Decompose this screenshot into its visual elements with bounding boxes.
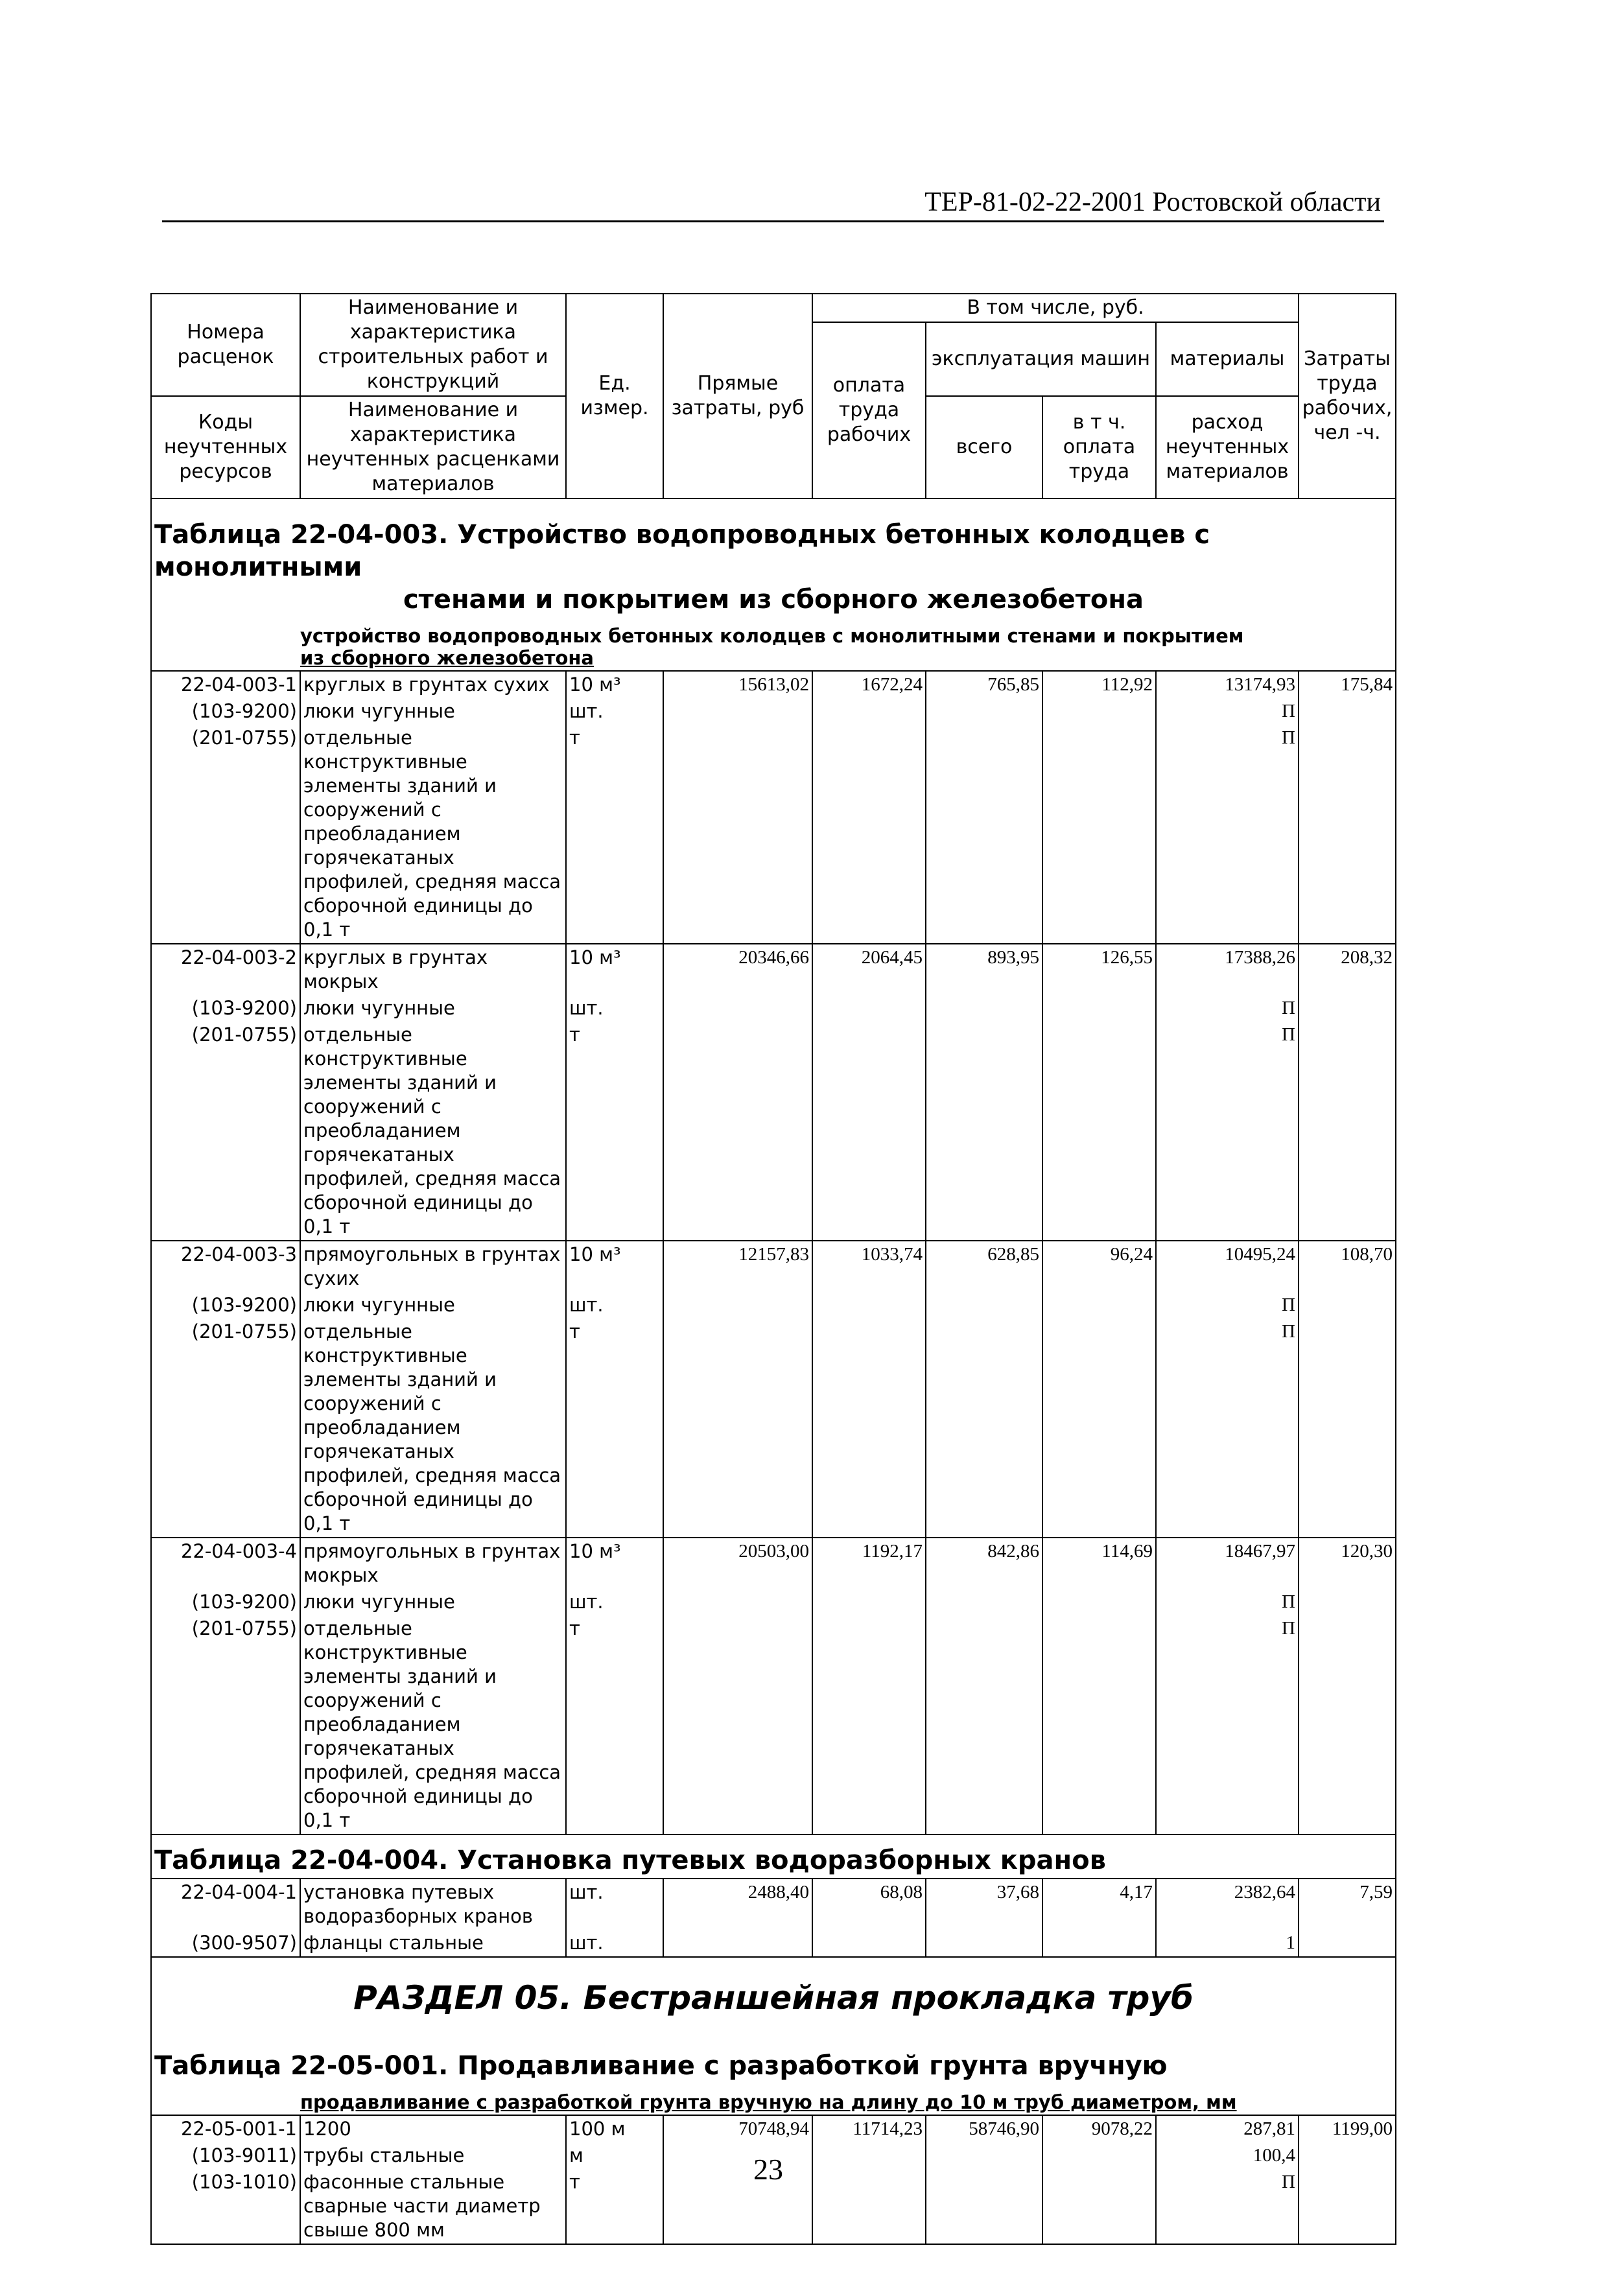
table-header-row xyxy=(151,294,1396,322)
col-machines: эксплуатация машин xyxy=(926,322,1156,396)
caption-title: Продавливание с разработкой грунта вручную xyxy=(457,2051,1168,2081)
rate-code: 22-04-003-1 xyxy=(151,671,300,698)
table-row xyxy=(151,1879,1396,1930)
rate-code: 22-04-004-1 xyxy=(151,1879,300,1930)
machines-labor: 4,17 xyxy=(1042,1879,1156,1930)
page-number: 23 xyxy=(753,2153,783,2186)
resource-usage: П xyxy=(1156,995,1299,1022)
machines-labor: 114,69 xyxy=(1042,1538,1156,1589)
resource-unit: т xyxy=(566,1615,663,1834)
table-row xyxy=(151,2115,1396,2142)
resource-name: люки чугунные xyxy=(300,698,566,725)
machines-total: 893,95 xyxy=(926,944,1042,995)
resource-code: (103-1010) xyxy=(151,2169,300,2244)
resource-name: отдельные конструктивные элементы зданий и сооружений с преобладанием горячекатаных профилей, средняя масса сборочной единицы до 0,1 т xyxy=(300,1615,566,1834)
table-caption xyxy=(151,1834,1396,1879)
direct-costs: 12157,83 xyxy=(663,1241,812,1292)
col-material-names: Наименование и характеристика неучтенных расценками материалов xyxy=(300,396,566,498)
labor-pay: 1033,74 xyxy=(812,1241,926,1292)
rate-code: 22-04-003-2 xyxy=(151,944,300,995)
resource-name: люки чугунные xyxy=(300,995,566,1022)
resource-name: отдельные конструктивные элементы зданий и сооружений с преобладанием горячекатаных профилей, средняя масса сборочной единицы до 0,1 т xyxy=(300,1022,566,1241)
materials: 10495,24 xyxy=(1156,1241,1299,1292)
document-header: ТЕР-81-02-22-2001 Ростовской области xyxy=(924,187,1381,217)
resource-name: фланцы стальные xyxy=(300,1930,566,1957)
resource-usage: П xyxy=(1156,1292,1299,1318)
materials: 13174,93 xyxy=(1156,671,1299,698)
machines-total: 765,85 xyxy=(926,671,1042,698)
resource-usage: П xyxy=(1156,2169,1299,2244)
rate-code: 22-05-001-1 xyxy=(151,2115,300,2142)
materials: 2382,64 xyxy=(1156,1879,1299,1930)
col-labor-pay: оплата труда рабочих xyxy=(812,322,926,498)
resource-code: (201-0755) xyxy=(151,1022,300,1241)
rate-name: круглых в грунтах сухих xyxy=(300,671,566,698)
resource-unit: т xyxy=(566,2169,663,2244)
resource-code: (201-0755) xyxy=(151,1615,300,1834)
resource-row xyxy=(151,1292,1396,1318)
resource-code: (103-9011) xyxy=(151,2142,300,2169)
caption-number: Таблица 22-04-003. xyxy=(154,520,449,550)
resource-unit: шт. xyxy=(566,995,663,1022)
resource-name: отдельные конструктивные элементы зданий и сооружений с преобладанием горячекатаных профилей, средняя масса сборочной единицы до 0,1 т xyxy=(300,725,566,944)
materials: 287,81 xyxy=(1156,2115,1299,2142)
resource-usage: П xyxy=(1156,1615,1299,1834)
table-row xyxy=(151,1241,1396,1292)
resource-row xyxy=(151,725,1396,944)
resource-row xyxy=(151,1022,1396,1241)
header-rule xyxy=(162,220,1384,222)
resource-usage: П xyxy=(1156,1589,1299,1615)
resource-name: люки чугунные xyxy=(300,1589,566,1615)
resource-row xyxy=(151,698,1396,725)
col-machines-labor: в т ч. оплата труда xyxy=(1042,396,1156,498)
machines-total: 37,68 xyxy=(926,1879,1042,1930)
caption-title: Устройство водопроводных бетонных колодцев с монолитными xyxy=(154,520,1210,582)
labor-pay: 68,08 xyxy=(812,1879,926,1930)
col-rate-number: Номера расценок xyxy=(151,294,300,396)
machines-labor: 126,55 xyxy=(1042,944,1156,995)
resource-usage: П xyxy=(1156,1022,1299,1241)
machines-labor: 112,92 xyxy=(1042,671,1156,698)
table-row xyxy=(151,944,1396,995)
caption-number: Таблица 22-04-004. xyxy=(154,1846,449,1875)
resource-unit: шт. xyxy=(566,1589,663,1615)
direct-costs: 20503,00 xyxy=(663,1538,812,1589)
materials: 18467,97 xyxy=(1156,1538,1299,1589)
rate-code: 22-04-003-4 xyxy=(151,1538,300,1589)
resource-name: люки чугунные xyxy=(300,1292,566,1318)
resource-row xyxy=(151,1615,1396,1834)
table-row xyxy=(151,1538,1396,1589)
resource-unit: шт. xyxy=(566,1930,663,1957)
rate-unit: 10 м³ xyxy=(566,671,663,698)
col-machines-total: всего xyxy=(926,396,1042,498)
direct-costs: 70748,94 xyxy=(663,2115,812,2142)
col-labor: Затраты труда рабочих, чел -ч. xyxy=(1299,294,1396,498)
section-block xyxy=(151,1957,1396,2115)
direct-costs: 15613,02 xyxy=(663,671,812,698)
resource-unit: шт. xyxy=(566,698,663,725)
rate-unit: 10 м³ xyxy=(566,1241,663,1292)
resource-usage: 1 xyxy=(1156,1930,1299,1957)
rate-unit: 10 м³ xyxy=(566,944,663,995)
labor-pay: 11714,23 xyxy=(812,2115,926,2142)
col-including: В том числе, руб. xyxy=(812,294,1299,322)
rates-table xyxy=(150,293,1396,2245)
labor-hours: 108,70 xyxy=(1299,1241,1396,1292)
rate-name: круглых в грунтах мокрых xyxy=(300,944,566,995)
direct-costs: 2488,40 xyxy=(663,1879,812,1930)
resource-usage: П xyxy=(1156,698,1299,725)
resource-code: (103-9200) xyxy=(151,1292,300,1318)
col-materials: материалы xyxy=(1156,322,1299,396)
labor-pay: 2064,45 xyxy=(812,944,926,995)
labor-hours: 208,32 xyxy=(1299,944,1396,995)
direct-costs: 20346,66 xyxy=(663,944,812,995)
resource-code: (103-9200) xyxy=(151,1589,300,1615)
resource-unit: т xyxy=(566,1022,663,1241)
machines-total: 58746,90 xyxy=(926,2115,1042,2142)
labor-hours: 7,59 xyxy=(1299,1879,1396,1930)
rate-name: 1200 xyxy=(300,2115,566,2142)
rate-name: установка путевых водоразборных кранов xyxy=(300,1879,566,1930)
machines-labor: 9078,22 xyxy=(1042,2115,1156,2142)
resource-name: отдельные конструктивные элементы зданий и сооружений с преобладанием горячекатаных профилей, средняя масса сборочной единицы до 0,1 т xyxy=(300,1318,566,1538)
resource-code: (103-9200) xyxy=(151,698,300,725)
resource-unit: м xyxy=(566,2142,663,2169)
machines-labor: 96,24 xyxy=(1042,1241,1156,1292)
subtitle-line: из сборного железобетона xyxy=(300,647,594,669)
resource-unit: шт. xyxy=(566,1292,663,1318)
resource-row xyxy=(151,1589,1396,1615)
resource-row xyxy=(151,995,1396,1022)
labor-hours: 120,30 xyxy=(1299,1538,1396,1589)
table-caption xyxy=(151,498,1396,671)
labor-hours: 175,84 xyxy=(1299,671,1396,698)
resource-usage: П xyxy=(1156,725,1299,944)
rate-unit: 10 м³ xyxy=(566,1538,663,1589)
resource-name: фасонные стальные сварные части диаметр свыше 800 мм xyxy=(300,2169,566,2244)
materials: 17388,26 xyxy=(1156,944,1299,995)
col-resource-codes: Коды неучтенных ресурсов xyxy=(151,396,300,498)
machines-total: 842,86 xyxy=(926,1538,1042,1589)
rate-unit: шт. xyxy=(566,1879,663,1930)
col-unit: Ед. измер. xyxy=(566,294,663,498)
resource-code: (103-9200) xyxy=(151,995,300,1022)
labor-pay: 1192,17 xyxy=(812,1538,926,1589)
labor-pay: 1672,24 xyxy=(812,671,926,698)
resource-row xyxy=(151,1930,1396,1957)
resource-code: (201-0755) xyxy=(151,1318,300,1538)
col-work-name: Наименование и характеристика строительных работ и конструкций xyxy=(300,294,566,396)
caption-title: Установка путевых водоразборных кранов xyxy=(457,1846,1106,1875)
resource-code: (300-9507) xyxy=(151,1930,300,1957)
col-direct-costs: Прямые затраты, руб xyxy=(663,294,812,498)
resource-name: трубы стальные xyxy=(300,2142,566,2169)
resource-usage: П xyxy=(1156,1318,1299,1538)
section-title: РАЗДЕЛ 05. Бестраншейная прокладка труб xyxy=(353,1979,1194,2017)
rate-name: прямоугольных в грунтах сухих xyxy=(300,1241,566,1292)
resource-unit: т xyxy=(566,1318,663,1538)
subtitle-line: устройство водопроводных бетонных колодцев с монолитными стенами и покрытием xyxy=(300,625,1244,647)
resource-row xyxy=(151,1318,1396,1538)
machines-total: 628,85 xyxy=(926,1241,1042,1292)
caption-title-cont: стенами и покрытием из сборного железобетона xyxy=(403,585,1144,615)
caption-number: Таблица 22-05-001. xyxy=(154,2051,449,2081)
resource-code: (201-0755) xyxy=(151,725,300,944)
table-row xyxy=(151,671,1396,698)
resource-usage: 100,4 xyxy=(1156,2142,1299,2169)
resource-unit: т xyxy=(566,725,663,944)
rate-name: прямоугольных в грунтах мокрых xyxy=(300,1538,566,1589)
rate-code: 22-04-003-3 xyxy=(151,1241,300,1292)
rate-unit: 100 м xyxy=(566,2115,663,2142)
labor-hours: 1199,00 xyxy=(1299,2115,1396,2142)
col-materials-usage: расход неучтенных материалов xyxy=(1156,396,1299,498)
subtitle-line: продавливание с разработкой грунта вручную на длину до 10 м труб диаметром, мм xyxy=(300,2091,1237,2113)
